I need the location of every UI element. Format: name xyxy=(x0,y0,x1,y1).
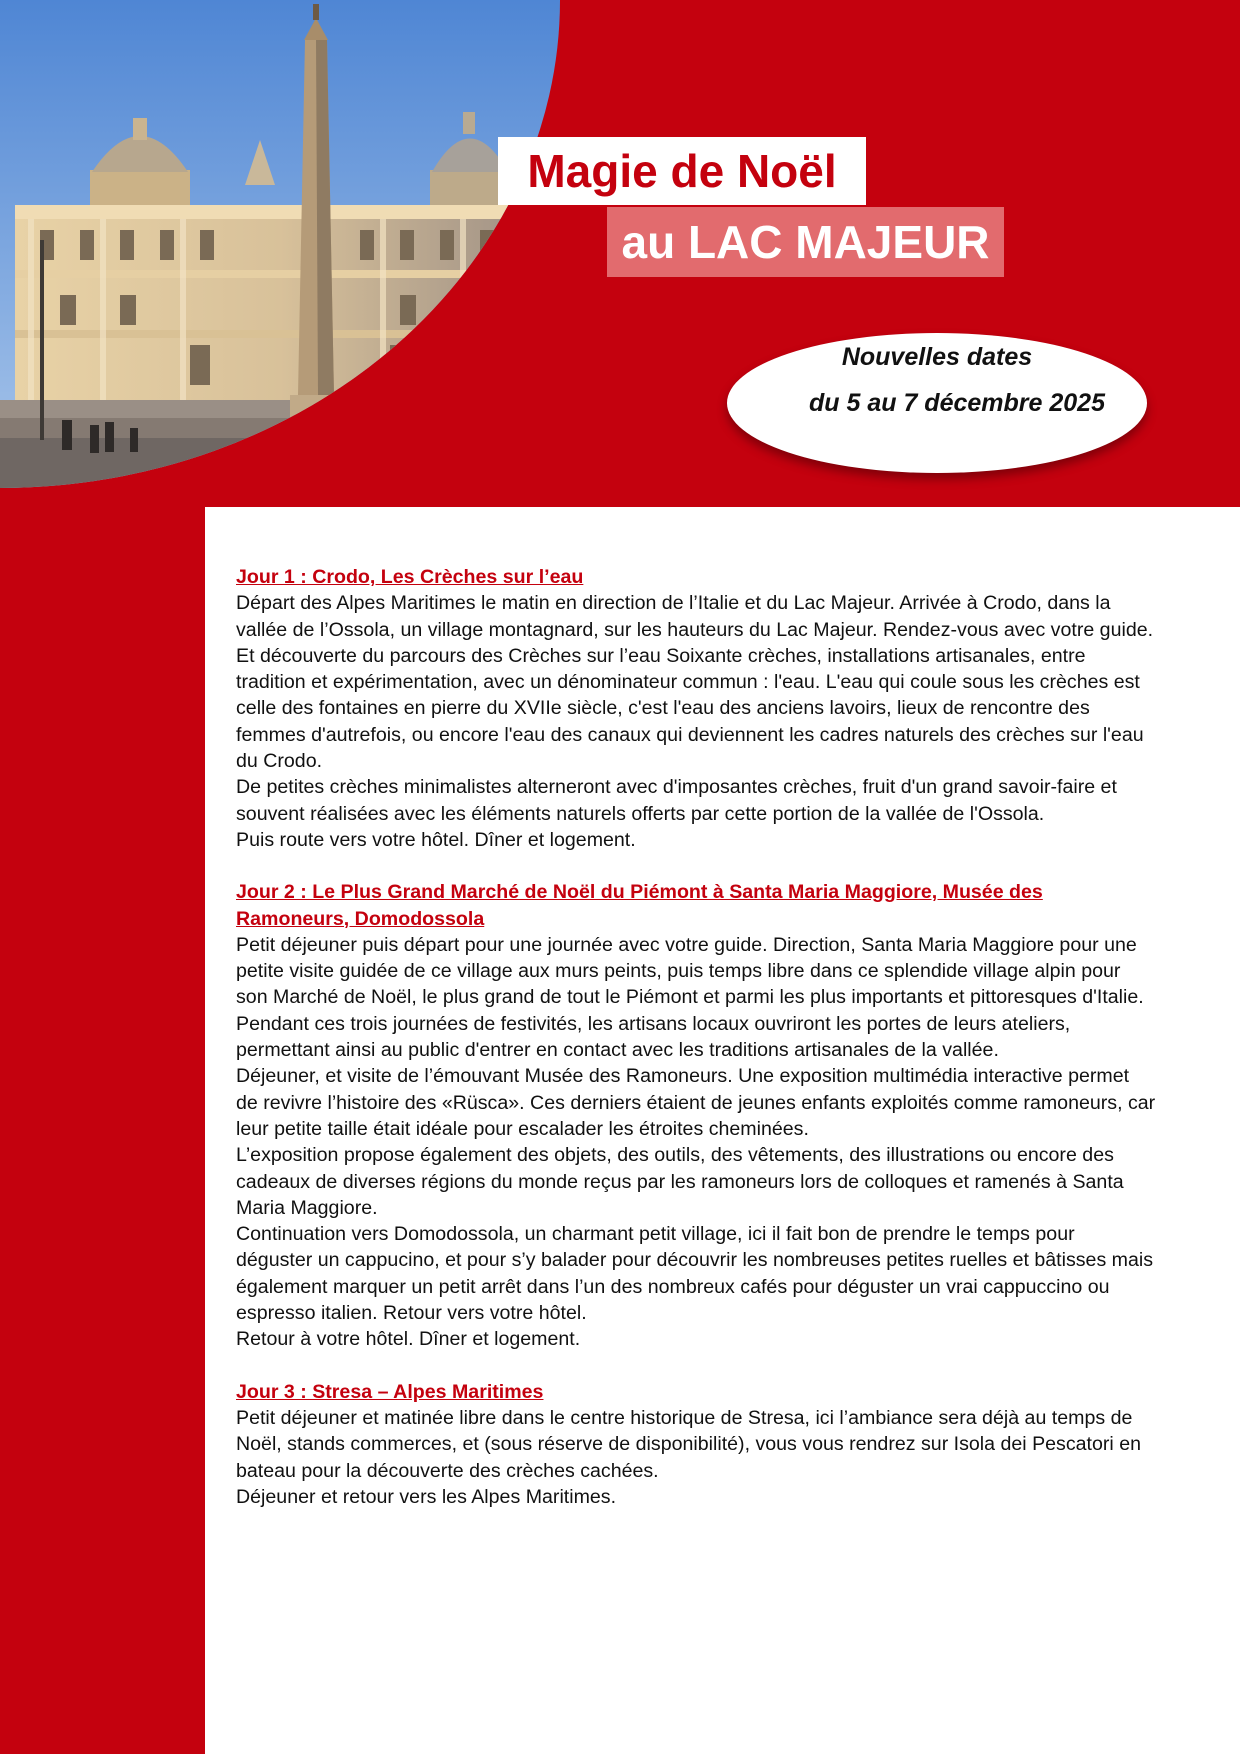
day-2-title: Jour 2 : Le Plus Grand Marché de Noël du Piémont à Santa Maria Maggiore, Musée des Ramoneurs, Domodossola xyxy=(236,881,1043,930)
day-1-paragraph: De petites crèches minimalistes alterneront avec d'imposantes crèches, fruit d'un grand savoir-faire et souvent réalisées avec les éléments naturels offerts par cette portion de la vallée de l'Ossola. xyxy=(236,776,1117,825)
day-2-paragraph: Pendant ces trois journées de festivités, les artisans locaux ouvriront les portes de leurs ateliers, permettant ainsi au public d'entrer en contact avec les traditions artisanales de la vallée. xyxy=(236,1012,1071,1062)
day-2-paragraph: Retour à votre hôtel. Dîner et logement. xyxy=(236,1328,581,1351)
day-3-paragraph: Déjeuner et retour vers les Alpes Maritimes. xyxy=(236,1485,617,1508)
day-2 xyxy=(236,879,1156,1352)
day-2-paragraph: Petit déjeuner puis départ pour une journée avec votre guide. Direction, Santa Maria Maggiore pour une petite visite guidée de ce village aux murs peints, puis temps libre dans ce splendide village alpin pour son Marché de Noël, le plus grand de tout le Piémont et parmi les plus importants et pittoresques d'Italie. xyxy=(236,933,1144,1009)
day-2-paragraph: Déjeuner, et visite de l’émouvant Musée des Ramoneurs. Une exposition multimédia interactive permet de revivre l’histoire des «Rüsca». Ces derniers étaient de jeunes enfants exploités comme ramoneurs, car leur petite taille était idéale pour escalader les étroites cheminées. xyxy=(236,1065,1156,1140)
day-1-paragraph: Départ des Alpes Maritimes le matin en direction de l’Italie et du Lac Majeur. Arrivée à Crodo, dans la vallée de l’Ossola, un village montagnard, sur les hauteurs du Lac Majeur. Rendez-vous avec votre guide. xyxy=(236,592,1154,641)
dates-range: du 5 au 7 décembre 2025 xyxy=(809,389,1105,417)
day-2-paragraph: L’exposition propose également des objets, des outils, des vêtements, des illustrations ou encore des cadeaux de diverses régions du monde reçus par les ramoneurs lors de colloques et ramenés à Santa Maria Maggiore. xyxy=(236,1144,1124,1219)
day-3-title: Jour 3 : Stresa – Alpes Maritimes xyxy=(236,1380,544,1403)
day-3-paragraph: Petit déjeuner et matinée libre dans le centre historique de Stresa, ici l’ambiance sera déjà au temps de Noël, stands commerces, et (sous réserve de disponibilité), vous vous rendrez sur Isola dei Pescatori en bateau pour la découverte des crèches cachées. xyxy=(236,1406,1141,1482)
day-1-paragraph: Puis route vers votre hôtel. Dîner et logement. xyxy=(236,828,636,851)
dates-label: Nouvelles dates xyxy=(841,343,1033,371)
day-1-title: Jour 1 : Crodo, Les Crèches sur l’eau xyxy=(236,566,584,588)
itinerary xyxy=(236,564,1156,1536)
title-line-1: Magie de Noël xyxy=(498,137,866,205)
day-1-paragraph: Et découverte du parcours des Crèches sur l’eau Soixante crèches, installations artisanales, entre tradition et expérimentation, avec un dénominateur commun : l'eau. L'eau qui coule sous les crèches est celle des fontaines en pierre du XVIIe siècle, c'est l'eau des anciens lavoirs, lieux de rencontre des femmes d'autrefois, ou encore l'eau des canaux qui deviennent les cadres naturels des crèches sur l'eau du Crodo. xyxy=(236,644,1144,773)
day-2-paragraph: Continuation vers Domodossola, un charmant petit village, ici il fait bon de prendre le temps pour déguster un cappucino, et pour s’y balader pour découvrir les nombreuses petites ruelles et bâtisses mais également marquer un petit arrêt dans l’un des nombreux cafés pour déguster un vrai cappuccino ou espresso italien. Retour vers votre hôtel. xyxy=(236,1223,1154,1325)
title-line-2: au LAC MAJEUR xyxy=(607,207,1004,277)
day-1 xyxy=(236,564,1156,853)
dates-badge xyxy=(727,333,1147,473)
day-3 xyxy=(236,1379,1156,1510)
